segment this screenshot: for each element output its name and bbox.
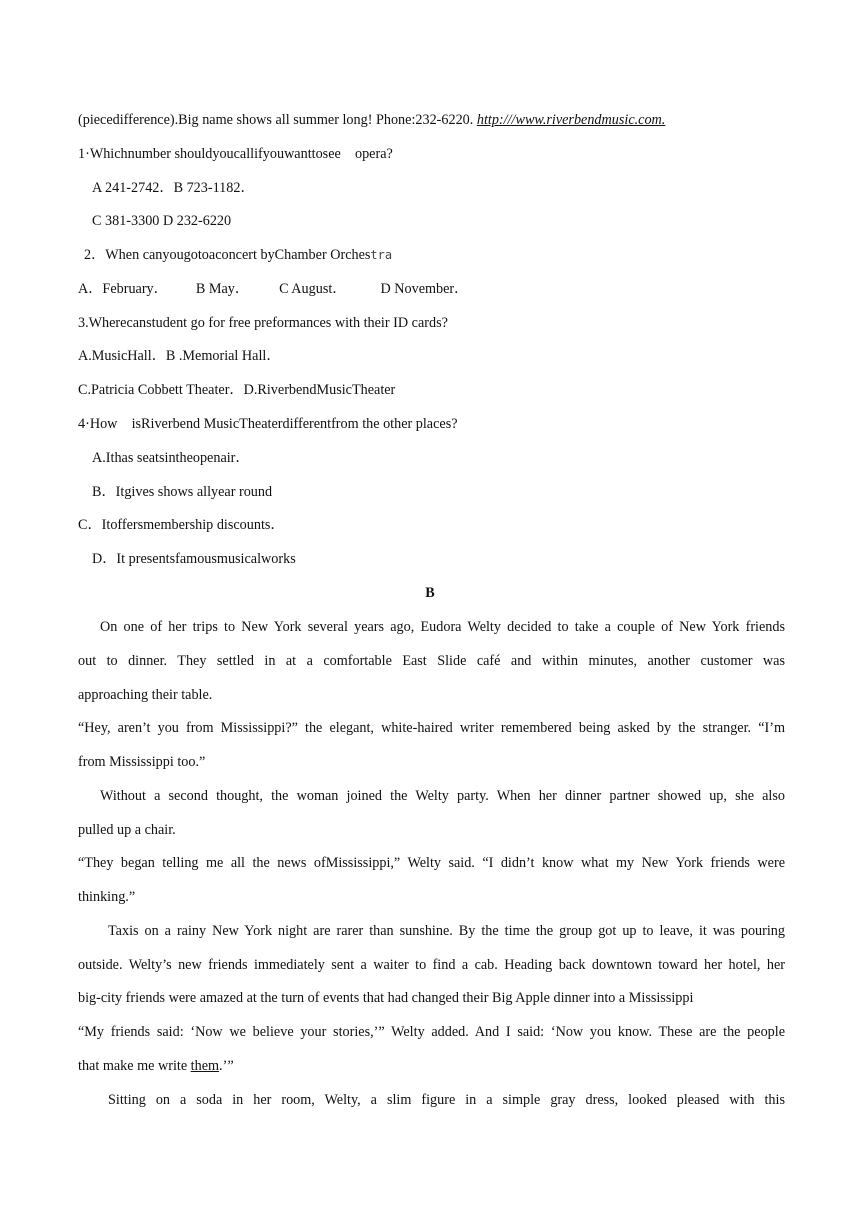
question-1-stem: 1·Whichnumber shouldyoucallifyouwanttosee opera?: [78, 146, 393, 162]
passage-line: Sitting on a soda in her room, Welty, a slim figure in a simple gray dress, looked pleased with this: [108, 1092, 785, 1108]
question-2-option-a: A．February．: [78, 281, 168, 297]
question-2-stem-text: 2．When canyougotoaconcert byChamber Orches: [84, 247, 371, 263]
passage-line: Taxis on a rainy New York night are rarer than sunshine. By the time the group got up to leave, it was pouring: [108, 923, 785, 939]
website-link[interactable]: http:///www.riverbendmusic.com.: [476, 112, 666, 128]
passage-line: outside. Welty’s new friends immediately sent a waiter to find a cab. Heading back downtown toward her hotel, her: [78, 957, 785, 973]
question-2-stem: [84, 245, 791, 265]
passage-line: from Mississippi too.”: [78, 754, 206, 770]
question-3-options-row1: A.MusicHall．B .Memorial Hall．: [78, 348, 281, 364]
question-2-option-c: C August．: [279, 281, 347, 297]
passage-line: Without a second thought, the woman joined the Welty party. When her dinner partner showed up, she also: [100, 788, 785, 804]
question-4-option-c: C．Itoffersmembership discounts．: [78, 517, 285, 533]
passage-line: thinking.”: [78, 889, 136, 905]
passage-line: approaching their table.: [78, 687, 213, 703]
passage-text: that make me write: [78, 1058, 191, 1074]
question-4-option-d: D．It presentsfamousmusicalworks: [92, 551, 296, 567]
question-4-stem: 4·How isRiverbend MusicTheaterdifferentfrom the other places?: [78, 416, 458, 432]
question-2-options: [78, 279, 785, 299]
question-2-stem-tail: tra: [370, 248, 393, 262]
passage-line: On one of her trips to New York several years ago, Eudora Welty decided to take a couple of New York friends: [100, 619, 785, 635]
question-3-stem: 3.Wherecanstudent go for free preformances with their ID cards?: [78, 315, 448, 331]
question-3-options-row2: C.Patricia Cobbett Theater．D.RiverbendMusicTheater: [78, 382, 396, 398]
passage-text: .’”: [219, 1058, 234, 1074]
question-1-options-row1: A 241-2742．B 723-1182．: [92, 180, 255, 196]
passage-line: [78, 1056, 785, 1076]
question-4-option-b: B．Itgives shows allyear round: [92, 484, 273, 500]
underlined-word: them: [190, 1058, 220, 1074]
top-line-text: (piecedifference).Big name shows all summer long! Phone:232-6220.: [78, 112, 477, 128]
question-2-option-b: B May．: [195, 281, 250, 297]
passage-line: “They began telling me all the news ofMississippi,” Welty said. “I didn’t know what my New York friends were: [78, 855, 785, 871]
passage-line: “Hey, aren’t you from Mississippi?” the elegant, white-haired writer remembered being asked by the stranger. “I’m: [78, 720, 785, 736]
passage-line: big-city friends were amazed at the turn of events that had changed their Big Apple dinner into a Mississippi: [78, 990, 694, 1006]
passage-line: “My friends said: ‘Now we believe your stories,’” Welty added. And I said: ‘Now you know. These are the people: [78, 1024, 785, 1040]
section-heading: B: [425, 585, 435, 601]
passage-line: pulled up a chair.: [78, 822, 176, 838]
question-4-option-a: A.Ithas seatsintheopenair．: [92, 450, 250, 466]
question-2-option-d: D November．: [380, 281, 469, 297]
question-1-options-row2: C 381-3300 D 232-6220: [92, 213, 232, 229]
passage-line: out to dinner. They settled in at a comfortable East Slide café and within minutes, another customer was: [78, 653, 785, 669]
text-line-top: [78, 110, 785, 130]
